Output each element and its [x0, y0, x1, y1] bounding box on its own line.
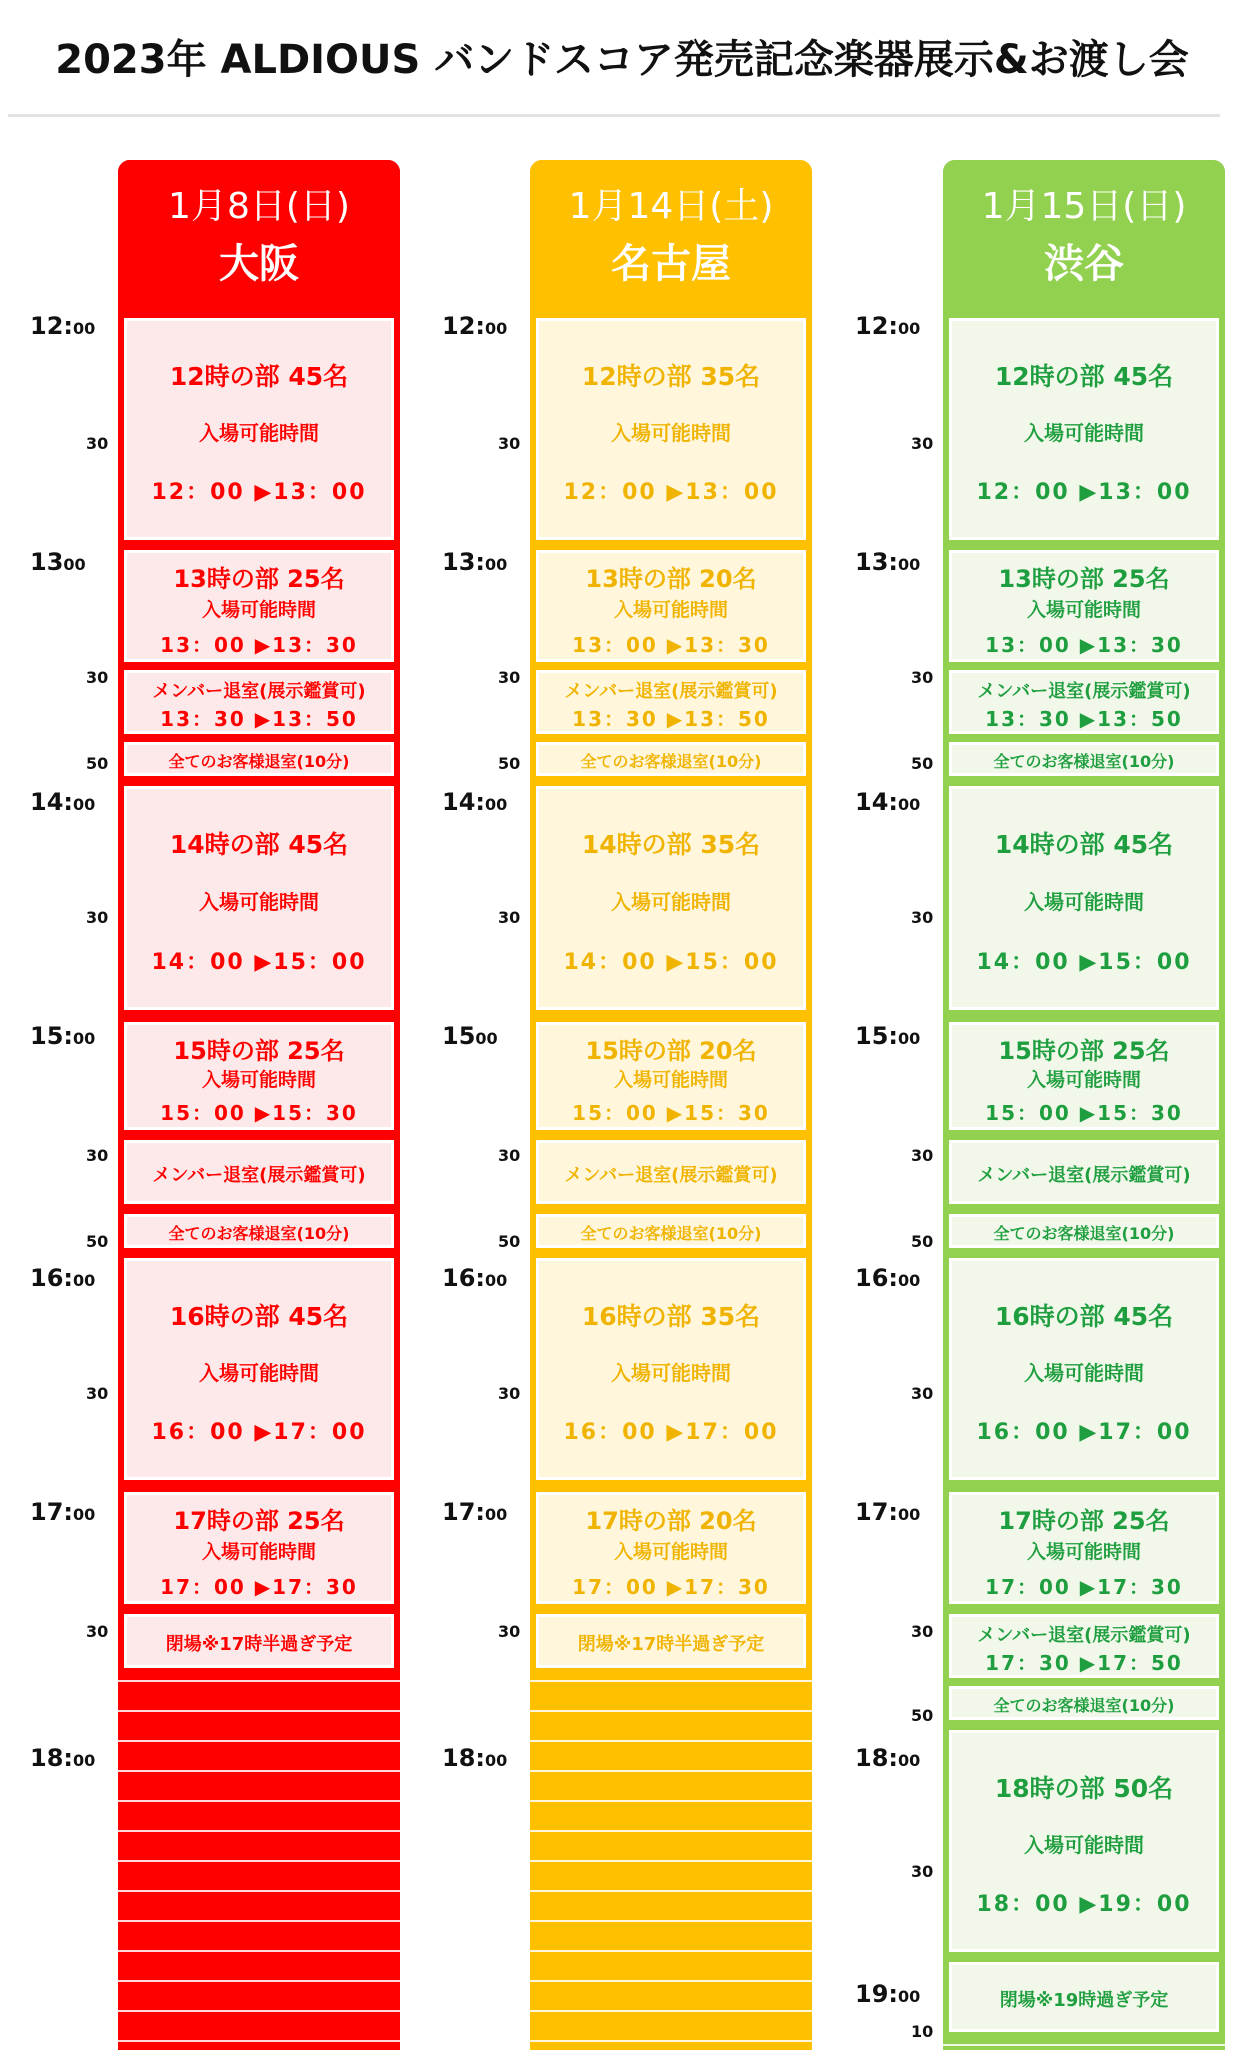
timeline-minute: 00	[898, 795, 921, 814]
session-title: 17時の部 25名	[998, 1507, 1170, 1535]
timeline-hour: 14:	[30, 788, 73, 816]
time-range: 17：00 ▶17：30	[572, 1575, 770, 1599]
timeline-hour: 14:	[442, 788, 485, 816]
timeline-label: 30	[86, 1622, 109, 1641]
timeline-label: 30	[498, 668, 521, 687]
empty-slot-divider	[530, 1980, 812, 1982]
timeline-hour: 15:	[855, 1022, 898, 1050]
schedule-block	[536, 1140, 806, 1204]
timeline-minute: 00	[485, 1505, 508, 1524]
timeline-label	[30, 1022, 95, 1050]
schedule-block	[949, 670, 1219, 734]
title-divider	[8, 114, 1220, 117]
session-title: 16時の部 45名	[169, 1302, 349, 1331]
column-date: 1月14日(土)	[568, 186, 774, 227]
empty-slot-divider	[530, 1920, 812, 1922]
timeline-label: 30	[911, 434, 934, 453]
timeline-label	[442, 312, 507, 340]
column-header	[118, 160, 400, 302]
schedule-block	[949, 1258, 1219, 1480]
notice-text: 閉場※17時半過ぎ予定	[577, 1634, 765, 1656]
schedule-block	[949, 1614, 1219, 1678]
timeline-label: 30	[498, 434, 521, 453]
notice-text: メンバー退室(展示鑑賞可)	[977, 681, 1191, 702]
timeline-hour: 18:	[442, 1744, 485, 1772]
timeline-hour: 17:	[30, 1498, 73, 1526]
empty-slot-divider	[118, 1800, 400, 1802]
empty-slot-divider	[118, 1770, 400, 1772]
timeline-hour: 16:	[30, 1264, 73, 1292]
empty-slot-divider	[943, 2044, 1225, 2046]
empty-slot-divider	[530, 1770, 812, 1772]
empty-slot-divider	[118, 1830, 400, 1832]
empty-slot-divider	[118, 1860, 400, 1862]
time-range: 12：00 ▶13：00	[563, 479, 779, 505]
timeline-label: 30	[498, 1146, 521, 1165]
time-range: 13：00 ▶13：30	[572, 633, 770, 657]
column-header	[943, 160, 1225, 302]
timeline-label	[30, 1498, 95, 1526]
timeline-label	[30, 312, 95, 340]
entry-label: 入場可能時間	[1024, 1361, 1144, 1385]
schedule-block	[124, 742, 394, 776]
schedule-block	[536, 1492, 806, 1604]
empty-slot-divider	[530, 1740, 812, 1742]
schedule-block	[949, 550, 1219, 662]
notice-text: メンバー退室(展示鑑賞可)	[564, 681, 778, 702]
notice-text: 閉場※19時過ぎ予定	[999, 1990, 1169, 2012]
timeline-label	[855, 1744, 920, 1772]
schedule-block	[949, 1022, 1219, 1130]
schedule-block	[949, 1686, 1219, 1720]
notice-text: メンバー退室(展示鑑賞可)	[152, 681, 366, 702]
notice-text: メンバー退室(展示鑑賞可)	[977, 1165, 1191, 1187]
notice-text: 全てのお客様退室(10分)	[993, 1696, 1175, 1716]
schedule-block	[124, 1492, 394, 1604]
schedule-block	[124, 1022, 394, 1130]
timeline-hour: 15:	[30, 1022, 73, 1050]
time-range: 12：00 ▶13：00	[976, 479, 1192, 505]
schedule-block	[536, 318, 806, 540]
timeline-minute: 00	[485, 795, 508, 814]
timeline-label: 30	[911, 668, 934, 687]
timeline-hour: 16:	[855, 1264, 898, 1292]
timeline-label	[442, 548, 507, 576]
time-range: 14：00 ▶15：00	[976, 949, 1192, 975]
timeline-label	[30, 788, 95, 816]
timeline-minute: 00	[485, 555, 508, 574]
timeline-hour: 19:	[855, 1980, 898, 2008]
empty-slot-divider	[530, 1860, 812, 1862]
schedule-block	[949, 1492, 1219, 1604]
empty-slot-divider	[118, 1950, 400, 1952]
timeline-label: 50	[498, 754, 521, 773]
empty-slot-divider	[118, 1890, 400, 1892]
session-title: 12時の部 45名	[994, 362, 1174, 391]
timeline-hour: 18:	[30, 1744, 73, 1772]
timeline-label: 50	[86, 1232, 109, 1251]
session-title: 12時の部 35名	[581, 362, 761, 391]
column-date: 1月8日(日)	[168, 186, 350, 227]
timeline-hour: 12:	[30, 312, 73, 340]
timeline-label	[30, 548, 86, 576]
timeline-minute: 00	[898, 1505, 921, 1524]
timeline-minute: 00	[73, 1271, 96, 1290]
entry-label: 入場可能時間	[201, 1068, 316, 1091]
empty-slot-divider	[118, 1710, 400, 1712]
entry-label: 入場可能時間	[199, 890, 319, 914]
time-range: 13：30 ▶13：50	[572, 707, 770, 731]
schedule-block	[536, 1214, 806, 1248]
timeline-minute: 00	[898, 1029, 921, 1048]
schedule-block	[949, 1730, 1219, 1952]
notice-text: 全てのお客様退室(10分)	[993, 752, 1175, 772]
schedule-column-osaka	[118, 160, 400, 2050]
timeline-minute: 00	[898, 1751, 921, 1770]
time-range: 15：00 ▶15：30	[160, 1101, 358, 1125]
entry-label: 入場可能時間	[613, 598, 728, 621]
timeline-label	[442, 1744, 507, 1772]
timeline-minute: 00	[73, 319, 96, 338]
column-header	[530, 160, 812, 302]
column-venue: 大阪	[219, 241, 299, 287]
time-range: 15：00 ▶15：30	[985, 1101, 1183, 1125]
time-range: 13：00 ▶13：30	[985, 633, 1183, 657]
empty-slot-divider	[118, 1680, 400, 1682]
entry-label: 入場可能時間	[611, 890, 731, 914]
timeline-label	[442, 1264, 507, 1292]
timeline-hour: 16:	[442, 1264, 485, 1292]
session-title: 18時の部 50名	[994, 1774, 1174, 1803]
timeline-minute: 00	[73, 1029, 96, 1048]
entry-label: 入場可能時間	[611, 1361, 731, 1385]
schedule-block	[536, 742, 806, 776]
time-range: 13：30 ▶13：50	[160, 707, 358, 731]
session-title: 13時の部 25名	[173, 565, 345, 593]
timeline-hour: 13:	[442, 548, 485, 576]
time-range: 16：00 ▶17：00	[151, 1419, 367, 1445]
schedule-block	[949, 1962, 1219, 2032]
timeline-label: 30	[911, 908, 934, 927]
notice-text: 全てのお客様退室(10分)	[580, 752, 762, 772]
session-title: 16時の部 45名	[994, 1302, 1174, 1331]
timeline-label	[855, 788, 920, 816]
empty-slot-divider	[118, 1980, 400, 1982]
empty-slot-divider	[530, 2010, 812, 2012]
empty-slot-divider	[530, 1950, 812, 1952]
empty-slot-divider	[118, 1740, 400, 1742]
time-range: 13：30 ▶13：50	[985, 707, 1183, 731]
timeline-label	[442, 1498, 507, 1526]
timeline-hour: 14:	[855, 788, 898, 816]
schedule-block	[949, 786, 1219, 1010]
timeline-label: 30	[86, 668, 109, 687]
timeline-label	[855, 1264, 920, 1292]
timeline-hour: 12:	[442, 312, 485, 340]
time-range: 16：00 ▶17：00	[976, 1419, 1192, 1445]
schedule-block	[124, 1214, 394, 1248]
time-range: 14：00 ▶15：00	[563, 949, 779, 975]
schedule-block	[124, 1140, 394, 1204]
timeline-minute: 00	[475, 1029, 498, 1048]
column-date: 1月15日(日)	[981, 186, 1187, 227]
entry-label: 入場可能時間	[201, 1540, 316, 1563]
schedule-block	[536, 550, 806, 662]
notice-text: 全てのお客様退室(10分)	[168, 1224, 350, 1244]
schedule-block	[949, 742, 1219, 776]
entry-label: 入場可能時間	[1026, 1540, 1141, 1563]
entry-label: 入場可能時間	[201, 598, 316, 621]
time-range: 16：00 ▶17：00	[563, 1419, 779, 1445]
timeline-hour: 13:	[855, 548, 898, 576]
timeline-hour: 17:	[442, 1498, 485, 1526]
timeline-hour: 12:	[855, 312, 898, 340]
timeline-hour: 15	[442, 1022, 476, 1050]
entry-label: 入場可能時間	[1026, 1068, 1141, 1091]
schedule-block	[949, 1140, 1219, 1204]
schedule-block	[536, 1614, 806, 1668]
entry-label: 入場可能時間	[199, 1361, 319, 1385]
timeline-label	[855, 548, 920, 576]
entry-label: 入場可能時間	[1024, 1833, 1144, 1857]
timeline-minute: 00	[898, 555, 921, 574]
notice-text: 閉場※17時半過ぎ予定	[165, 1634, 353, 1656]
timeline-minute: 00	[63, 555, 86, 574]
timeline-label: 30	[911, 1384, 934, 1403]
session-title: 14時の部 35名	[581, 830, 761, 859]
schedule-block	[124, 1614, 394, 1668]
empty-slot-divider	[118, 2040, 400, 2042]
empty-slot-divider	[530, 1680, 812, 1682]
timeline-label: 30	[498, 1622, 521, 1641]
notice-text: メンバー退室(展示鑑賞可)	[152, 1165, 366, 1187]
schedule-block	[124, 1258, 394, 1480]
timeline-minute: 00	[485, 319, 508, 338]
schedule-block	[536, 786, 806, 1010]
notice-text: メンバー退室(展示鑑賞可)	[564, 1165, 778, 1187]
session-title: 15時の部 25名	[998, 1037, 1170, 1065]
entry-label: 入場可能時間	[613, 1068, 728, 1091]
timeline-label: 30	[86, 1146, 109, 1165]
time-range: 17：00 ▶17：30	[985, 1575, 1183, 1599]
timeline-label: 50	[911, 1232, 934, 1251]
empty-slot-divider	[118, 2010, 400, 2012]
time-range: 17：30 ▶17：50	[985, 1651, 1183, 1675]
timeline-label: 30	[86, 434, 109, 453]
session-title: 13時の部 20名	[585, 565, 757, 593]
notice-text: 全てのお客様退室(10分)	[580, 1224, 762, 1244]
session-title: 16時の部 35名	[581, 1302, 761, 1331]
timeline-label: 30	[911, 1146, 934, 1165]
schedule-block	[949, 1214, 1219, 1248]
timeline-label	[855, 1022, 920, 1050]
entry-label: 入場可能時間	[1024, 890, 1144, 914]
column-venue: 渋谷	[1044, 241, 1124, 287]
entry-label: 入場可能時間	[199, 421, 319, 445]
timeline-label: 30	[498, 1384, 521, 1403]
notice-text: メンバー退室(展示鑑賞可)	[977, 1625, 1191, 1646]
empty-slot-divider	[530, 1800, 812, 1802]
timeline-label: 30	[911, 1622, 934, 1641]
schedule-block	[124, 550, 394, 662]
notice-text: 全てのお客様退室(10分)	[993, 1224, 1175, 1244]
timeline-label: 50	[911, 1706, 934, 1725]
timeline-minute: 00	[73, 795, 96, 814]
timeline-label	[30, 1264, 95, 1292]
empty-slot-divider	[530, 2040, 812, 2042]
timeline-label	[442, 788, 507, 816]
session-title: 17時の部 25名	[173, 1507, 345, 1535]
entry-label: 入場可能時間	[613, 1540, 728, 1563]
schedule-block	[536, 670, 806, 734]
time-range: 17：00 ▶17：30	[160, 1575, 358, 1599]
time-range: 12：00 ▶13：00	[151, 479, 367, 505]
session-title: 15時の部 20名	[585, 1037, 757, 1065]
schedule-block	[536, 1258, 806, 1480]
timeline-minute: 00	[898, 319, 921, 338]
session-title: 15時の部 25名	[173, 1037, 345, 1065]
time-range: 14：00 ▶15：00	[151, 949, 367, 975]
timeline-label: 30	[86, 1384, 109, 1403]
page-title: 2023年 ALDIOUS バンドスコア発売記念楽器展示&お渡し会	[55, 37, 1189, 83]
session-title: 14時の部 45名	[169, 830, 349, 859]
timeline-minute: 00	[73, 1505, 96, 1524]
timeline-label: 50	[911, 754, 934, 773]
entry-label: 入場可能時間	[1024, 421, 1144, 445]
empty-slot-divider	[118, 1920, 400, 1922]
timeline-label: 10	[911, 2022, 934, 2041]
timeline-label	[855, 1980, 920, 2008]
timeline-hour: 18:	[855, 1744, 898, 1772]
time-range: 15：00 ▶15：30	[572, 1101, 770, 1125]
timeline-hour: 17:	[855, 1498, 898, 1526]
timeline-label	[855, 1498, 920, 1526]
timeline-label: 30	[86, 908, 109, 927]
timeline-minute: 00	[898, 1271, 921, 1290]
timeline-label: 30	[498, 908, 521, 927]
timeline-hour: 13	[30, 548, 64, 576]
schedule-block	[536, 1022, 806, 1130]
timeline-minute: 00	[898, 1987, 921, 2006]
entry-label: 入場可能時間	[611, 421, 731, 445]
empty-slot-divider	[530, 1710, 812, 1712]
schedule-block	[949, 318, 1219, 540]
schedule-column-nagoya	[530, 160, 812, 2050]
entry-label: 入場可能時間	[1026, 598, 1141, 621]
empty-slot-divider	[530, 1830, 812, 1832]
timeline-minute: 00	[485, 1271, 508, 1290]
timeline-label: 50	[86, 754, 109, 773]
session-title: 14時の部 45名	[994, 830, 1174, 859]
timeline-label	[855, 312, 920, 340]
notice-text: 全てのお客様退室(10分)	[168, 752, 350, 772]
session-title: 13時の部 25名	[998, 565, 1170, 593]
timeline-label	[442, 1022, 498, 1050]
time-range: 18：00 ▶19：00	[976, 1891, 1192, 1917]
timeline-minute: 00	[485, 1751, 508, 1770]
schedule-block	[124, 786, 394, 1010]
timeline-label: 30	[911, 1862, 934, 1881]
schedule-block	[124, 670, 394, 734]
timeline-label: 50	[498, 1232, 521, 1251]
column-venue: 名古屋	[611, 241, 731, 287]
timeline-minute: 00	[73, 1751, 96, 1770]
schedule-column-shibuya	[943, 160, 1225, 2050]
timeline-label	[30, 1744, 95, 1772]
schedule-block	[124, 318, 394, 540]
session-title: 12時の部 45名	[169, 362, 349, 391]
empty-slot-divider	[530, 1890, 812, 1892]
time-range: 13：00 ▶13：30	[160, 633, 358, 657]
session-title: 17時の部 20名	[585, 1507, 757, 1535]
